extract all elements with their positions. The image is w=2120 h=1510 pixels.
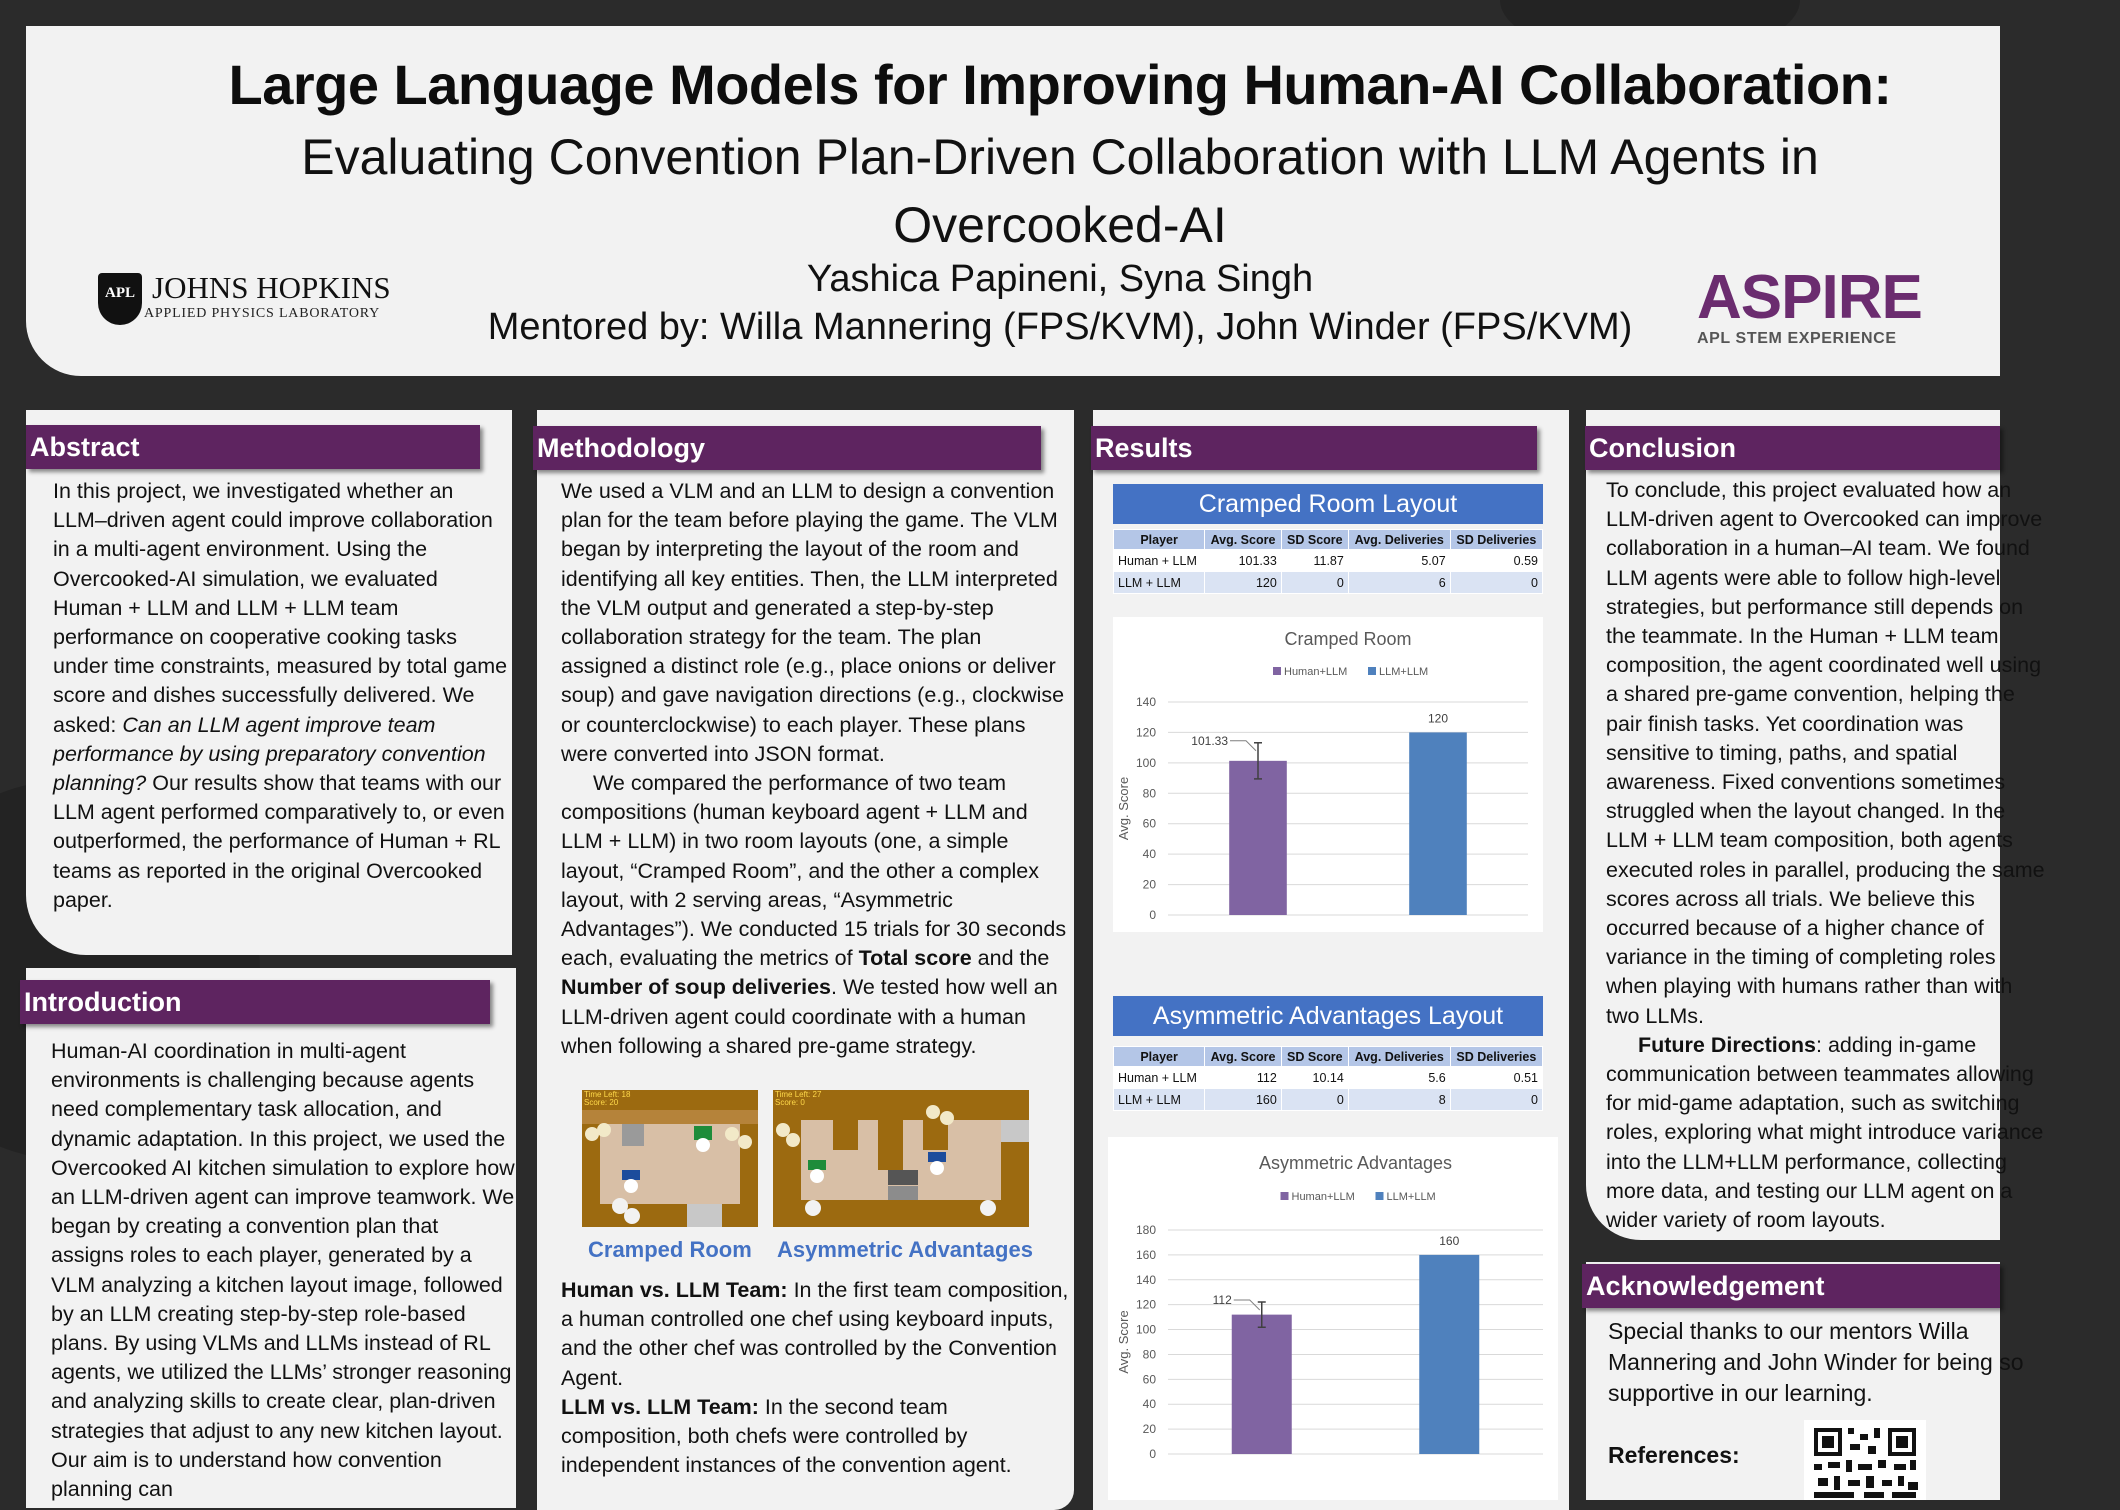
asymmetric-advantages-chart (1108, 1137, 1558, 1500)
table-cell: 160 (1205, 1089, 1282, 1111)
legend-swatch (1368, 667, 1376, 675)
acknowledgement-text: Special thanks to our mentors Willa Mannering and John Winder for being so supportive in our learning. (1608, 1318, 2024, 1406)
column-header: Avg. Score (1205, 530, 1282, 550)
conclusion-clip (1586, 470, 2045, 1240)
abstract-text (53, 477, 508, 915)
y-tick-label: 40 (1142, 1397, 1156, 1412)
human-vs-llm-text: In the first team composition, a human controlled one chef using keyboard inputs, and the other chef was controlled by the Convention Agent. (561, 1278, 1069, 1390)
metric-soup-deliveries: Number of soup deliveries (561, 975, 832, 1000)
data-label: 160 (1439, 1233, 1460, 1248)
table-cell: 5.07 (1348, 550, 1450, 572)
y-tick-label: 140 (1135, 1272, 1156, 1287)
table-cell: 5.6 (1348, 1067, 1450, 1089)
introduction-heading: Introduction (20, 980, 490, 1024)
table-header-row (1114, 1047, 1543, 1067)
asymmetric-results-table (1113, 1046, 1543, 1111)
column-header: SD Deliveries (1450, 530, 1542, 550)
table-cell: 0.51 (1450, 1067, 1542, 1089)
legend-label: LLM+LLM (1386, 1191, 1436, 1203)
apl-shield-icon: APL (98, 273, 142, 325)
bar-llm-llm (1409, 732, 1467, 915)
legend-label: Human+LLM (1291, 1191, 1355, 1203)
asymmetric-time: Time Left: 27 (775, 1090, 822, 1099)
data-label: 120 (1427, 711, 1449, 726)
y-tick-label: 80 (1142, 786, 1156, 801)
y-tick-label: 100 (1135, 1322, 1156, 1337)
table-cell: 10.14 (1281, 1067, 1348, 1089)
cramped-room-screenshot (582, 1090, 758, 1227)
cramped-room-kitchen-drawing (582, 1090, 758, 1227)
legend-swatch (1376, 1192, 1384, 1200)
data-label-leader (1230, 741, 1256, 751)
y-tick-label: 60 (1142, 816, 1156, 831)
y-tick-label: 140 (1135, 695, 1156, 709)
column-header: Avg. Deliveries (1348, 1047, 1450, 1067)
y-axis-label: Avg. Score (1116, 776, 1131, 841)
asymmetric-advantages-caption: Asymmetric Advantages (777, 1237, 1033, 1262)
cramped-room-chart-svg (1113, 617, 1543, 932)
table-cell: 11.87 (1281, 550, 1348, 572)
table-cell: 0 (1281, 1089, 1348, 1111)
y-tick-label: 0 (1149, 1447, 1156, 1461)
methodology-p2-part-c: . We tested how well an LLM-driven agent could coordinate with a human when following a shared pre-game strategy. (561, 975, 1058, 1058)
asymmetric-score: Score: 0 (775, 1098, 805, 1107)
conclusion-heading: Conclusion (1585, 426, 2000, 470)
abstract-text-part-a: In this project, we investigated whether an LLM–driven agent could improve collaboration in a multi-agent environment. Using the Overcooked-AI simulation, we evaluated Human + LLM and LLM + LLM team performance on cooperative cooking tasks under time constraints, measured by total game score and dishes successfully delivered. We asked: (53, 479, 508, 737)
table-row (1114, 572, 1543, 594)
conclusion-paragraph-1: To conclude, this project evaluated how an LLM-driven agent to Overcooked can improve collaboration in a human–AI team. We found LLM agents were able to follow high-level strategies, but performance still depends on the teammate. In the Human + LLM team composition, the agent coordinated well using a shared pre-game convention, helping the pair finish tasks. Yet coordination was sensitive to timing, paths, and spatial awareness. Fixed conventions sometimes struggled when the layout changed. In the LLM + LLM team composition, both agents executed roles in parallel, producing the same scores across all trials. We believe this occurred because of a higher chance of variance in the timing of completing roles when playing with humans rather than with two LLMs. (1606, 478, 2045, 1028)
future-directions-text: : adding in-game communication between teammates allowing for mid-game adaptation, such as switching roles, exploring what might introduce variance into the LLM+LLM performance, collecting more data, and testing our LLM agent on a wider variety of room layouts. (1606, 1032, 2044, 1233)
column-header: SD Deliveries (1450, 1047, 1542, 1067)
jhu-logo-name: JOHNS HOPKINS (152, 270, 391, 305)
aspire-logo-subtitle: APL STEM EXPERIENCE (1697, 330, 1897, 347)
table-cell: 0 (1450, 1089, 1542, 1111)
y-tick-label: 40 (1142, 847, 1156, 862)
llm-vs-llm-label: LLM vs. LLM Team: (561, 1394, 759, 1419)
introduction-text: Human-AI coordination in multi-agent environments is challenging because agents need complementary task allocation, and dynamic adaptation. In this project, we used the Overcooked AI kitchen simulation to explore how an LLM-driven agent can improve teamwork. We began by creating a convention plan that assigns roles to each player, generated by a VLM analyzing a kitchen layout image, followed by an LLM creating step-by-step role-based plans. By using VLMs and LLMs instead of RL agents, we utilized the LLMs’ stronger reasoning and analyzing skills to create clear, plan-driven strategies that adjust to any new kitchen layout. Our aim is to understand how convention planning can (51, 1039, 515, 1502)
data-label: 101.33 (1191, 733, 1228, 748)
acknowledgement-heading: Acknowledgement (1582, 1264, 2000, 1308)
table-cell: 0 (1450, 572, 1542, 594)
y-tick-label: 60 (1142, 1372, 1156, 1387)
team-descriptions (561, 1276, 1071, 1480)
bar-human-llm (1232, 1315, 1292, 1454)
column-header: Avg. Score (1205, 1047, 1282, 1067)
abstract-text-part-b: Our results show that teams with our LLM agent performed comparatively to, or even outperformed, the performance of Human + RL teams as reported in the original Overcooked paper. (53, 771, 505, 912)
chart-title: Cramped Room (1284, 629, 1412, 649)
abstract-research-question: Can an LLM agent improve team performance by using preparatory convention planning? (53, 712, 486, 796)
table-cell: 101.33 (1205, 550, 1282, 572)
table-row (1114, 1089, 1543, 1111)
table-cell: 8 (1348, 1089, 1450, 1111)
cramped-room-caption: Cramped Room (588, 1237, 752, 1262)
poster-title: Large Language Models for Improving Human-AI Collaboration: (228, 53, 1892, 116)
table-cell: 0.59 (1450, 550, 1542, 572)
bar-human-llm (1229, 761, 1287, 915)
methodology-paragraph-2 (561, 769, 1071, 1061)
asymmetric-advantages-chart-svg (1108, 1137, 1558, 1500)
results-heading: Results (1091, 426, 1537, 470)
human-vs-llm-description (561, 1276, 1071, 1393)
legend-swatch (1273, 667, 1281, 675)
y-tick-label: 80 (1142, 1347, 1156, 1362)
table-cell: LLM + LLM (1114, 1089, 1205, 1111)
legend-label: LLM+LLM (1379, 666, 1429, 678)
table-cell: Human + LLM (1114, 550, 1205, 572)
methodology-text (561, 477, 1071, 1061)
cramped-room-score: Score: 20 (584, 1098, 619, 1107)
methodology-heading: Methodology (533, 426, 1041, 470)
column-header: SD Score (1281, 530, 1348, 550)
table-row (1114, 1067, 1543, 1089)
cramped-room-results-table (1113, 529, 1543, 594)
future-directions-label: Future Directions (1638, 1032, 1816, 1057)
cramped-room-table-title: Cramped Room Layout (1113, 484, 1543, 524)
data-label: 112 (1212, 1293, 1232, 1308)
asymmetric-kitchen-drawing (773, 1090, 1029, 1227)
table-cell: 120 (1205, 572, 1282, 594)
table-header-row (1114, 530, 1543, 550)
table-row (1114, 550, 1543, 572)
aspire-logo (1697, 263, 1937, 354)
qr-code-pattern (1804, 1420, 1926, 1500)
conclusion-text (1606, 476, 2086, 1235)
column-header: Avg. Deliveries (1348, 530, 1450, 550)
table-cell: 6 (1348, 572, 1450, 594)
poster-mentors: Mentored by: Willa Mannering (FPS/KVM), John Winder (FPS/KVM) (487, 306, 1633, 348)
abstract-heading: Abstract (26, 425, 480, 469)
legend-swatch (1281, 1192, 1289, 1200)
chart-title: Asymmetric Advantages (1258, 1153, 1453, 1173)
cramped-room-time: Time Left: 18 (584, 1090, 631, 1099)
aspire-logo-word: ASPIRE (1697, 263, 1922, 332)
cramped-room-chart (1113, 617, 1543, 932)
y-tick-label: 120 (1135, 1297, 1156, 1312)
bar-llm-llm (1419, 1255, 1479, 1454)
jhu-apl-logo (98, 270, 398, 330)
references-label: References: (1608, 1442, 1740, 1468)
poster-subtitle: Evaluating Convention Plan-Driven Collaboration with LLM Agents in Overcooked-AI (301, 129, 1819, 253)
y-tick-label: 120 (1135, 725, 1156, 740)
table-cell: Human + LLM (1114, 1067, 1205, 1089)
y-tick-label: 180 (1135, 1223, 1156, 1237)
y-tick-label: 160 (1135, 1247, 1156, 1262)
y-tick-label: 20 (1142, 877, 1156, 892)
y-axis-label: Avg. Score (1116, 1310, 1131, 1374)
y-tick-label: 0 (1149, 908, 1156, 922)
y-tick-label: 100 (1135, 755, 1156, 770)
column-header: Player (1114, 530, 1205, 550)
poster-authors: Yashica Papineni, Syna Singh (806, 258, 1314, 300)
column-header: Player (1114, 1047, 1205, 1067)
acknowledgement-clip (1586, 1310, 2024, 1410)
methodology-p2-part-a: We compared the performance of two team compositions (human keyboard agent + LLM and LLM + LLM) in two room layouts (one, a simple layout, “Cramped Room”, and the other a complex layout, with 2 serving areas, “Asymmetric Advantages”). We conducted 15 trials for 30 seconds each, evaluating the metrics of (561, 771, 1067, 971)
column-header: SD Score (1281, 1047, 1348, 1067)
methodology-p2-mid: and the (971, 946, 1050, 971)
table-cell: LLM + LLM (1114, 572, 1205, 594)
llm-vs-llm-text: In the second team composition, both chefs were controlled by independent instances of the convention agent. (561, 1394, 1012, 1478)
future-directions-paragraph (1606, 1031, 2046, 1235)
jhu-logo-subtitle: APPLIED PHYSICS LABORATORY (144, 306, 381, 321)
legend-label: Human+LLM (1284, 666, 1348, 678)
qr-code[interactable] (1804, 1420, 1926, 1500)
asymmetric-table-title: Asymmetric Advantages Layout (1113, 996, 1543, 1036)
table-cell: 112 (1205, 1067, 1282, 1089)
metric-total-score: Total score (858, 946, 972, 971)
y-tick-label: 20 (1142, 1422, 1156, 1437)
human-vs-llm-label: Human vs. LLM Team: (561, 1278, 788, 1302)
table-cell: 0 (1281, 572, 1348, 594)
asymmetric-advantages-screenshot (773, 1090, 1029, 1227)
llm-vs-llm-description (561, 1393, 1071, 1481)
methodology-paragraph-1: We used a VLM and an LLM to design a convention plan for the team before playing the game. The VLM began by interpreting the layout of the room and identifying all key entities. Then, the LLM interpreted the VLM output and generated a step-by-step collaboration strategy for the team. The plan assigned a distinct role (e.g., place onions or deliver soup) and gave navigation directions (e.g., clockwise or counterclockwise) to each player. These plans were converted into JSON format. (561, 479, 1065, 766)
